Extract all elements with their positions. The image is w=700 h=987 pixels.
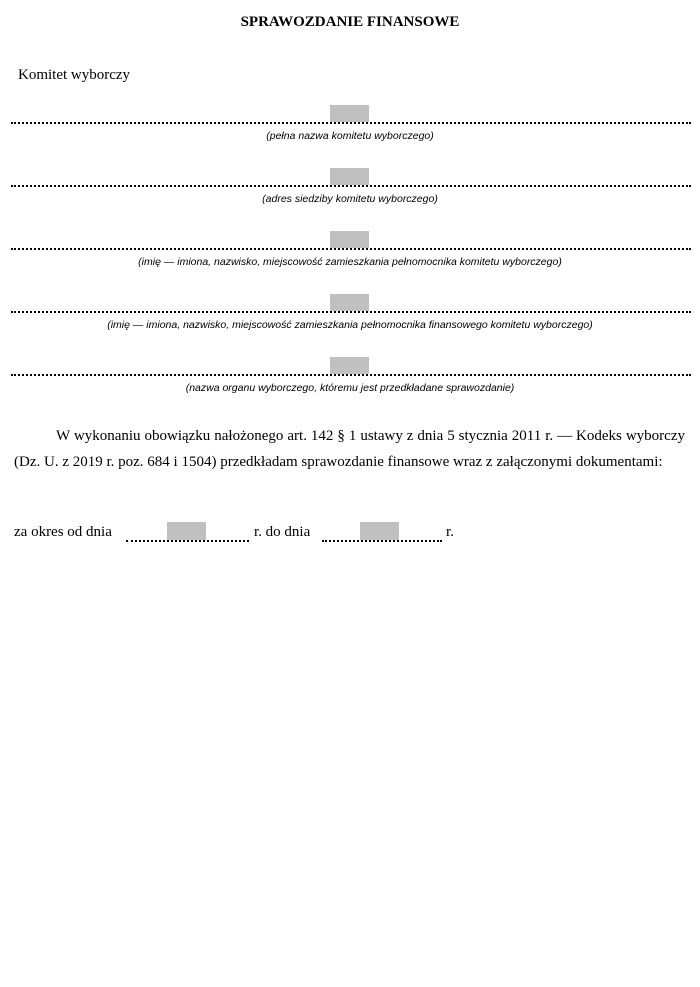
dotted-line [322, 540, 442, 542]
period-to-field [322, 522, 442, 542]
statement-paragraph: W wykonaniu obowiązku nałożonego art. 142 § 1 ustawy z dnia 5 stycznia 2011 r. — Kodeks wyborczy (Dz. U. z 2019 r. poz. 684 i 1504) przedkładam sprawozdanie finansowe wraz z załączonymi dokumentami: [14, 428, 685, 470]
committee-address-caption: (adres siedziby komitetu wyborczego) [262, 193, 438, 205]
period-from-input[interactable] [167, 522, 206, 540]
dotted-line [11, 311, 691, 313]
committee-label: Komitet wyborczy [18, 67, 131, 83]
reporting-period-row [14, 522, 694, 544]
committee-agent-input[interactable] [330, 231, 369, 248]
period-to-input[interactable] [360, 522, 399, 540]
period-end-label: r. [446, 524, 454, 540]
dotted-line [11, 248, 691, 250]
committee-name-caption: (pełna nazwa komitetu wyborczego) [266, 130, 434, 142]
electoral-body-field [0, 357, 700, 397]
period-middle-label: r. do dnia [254, 524, 311, 540]
committee-name-field [0, 105, 700, 145]
dotted-line [11, 185, 691, 187]
period-from-label: za okres od dnia [14, 524, 112, 540]
committee-address-field [0, 168, 700, 208]
committee-name-input[interactable] [330, 105, 369, 122]
period-from-field [126, 522, 249, 542]
committee-agent-field [0, 231, 700, 271]
financial-agent-caption: (imię — imiona, nazwisko, miejscowość zamieszkania pełnomocnika finansowego komitetu wyborczego) [107, 319, 593, 331]
dotted-line [11, 122, 691, 124]
dotted-line [126, 540, 249, 542]
financial-agent-input[interactable] [330, 294, 369, 311]
electoral-body-input[interactable] [330, 357, 369, 374]
committee-agent-caption: (imię — imiona, nazwisko, miejscowość zamieszkania pełnomocnika komitetu wyborczego) [138, 256, 562, 268]
page-title: SPRAWOZDANIE FINANSOWE [240, 14, 460, 30]
financial-agent-field [0, 294, 700, 334]
dotted-line [11, 374, 691, 376]
committee-address-input[interactable] [330, 168, 369, 185]
electoral-body-caption: (nazwa organu wyborczego, któremu jest przedkładane sprawozdanie) [185, 382, 515, 394]
